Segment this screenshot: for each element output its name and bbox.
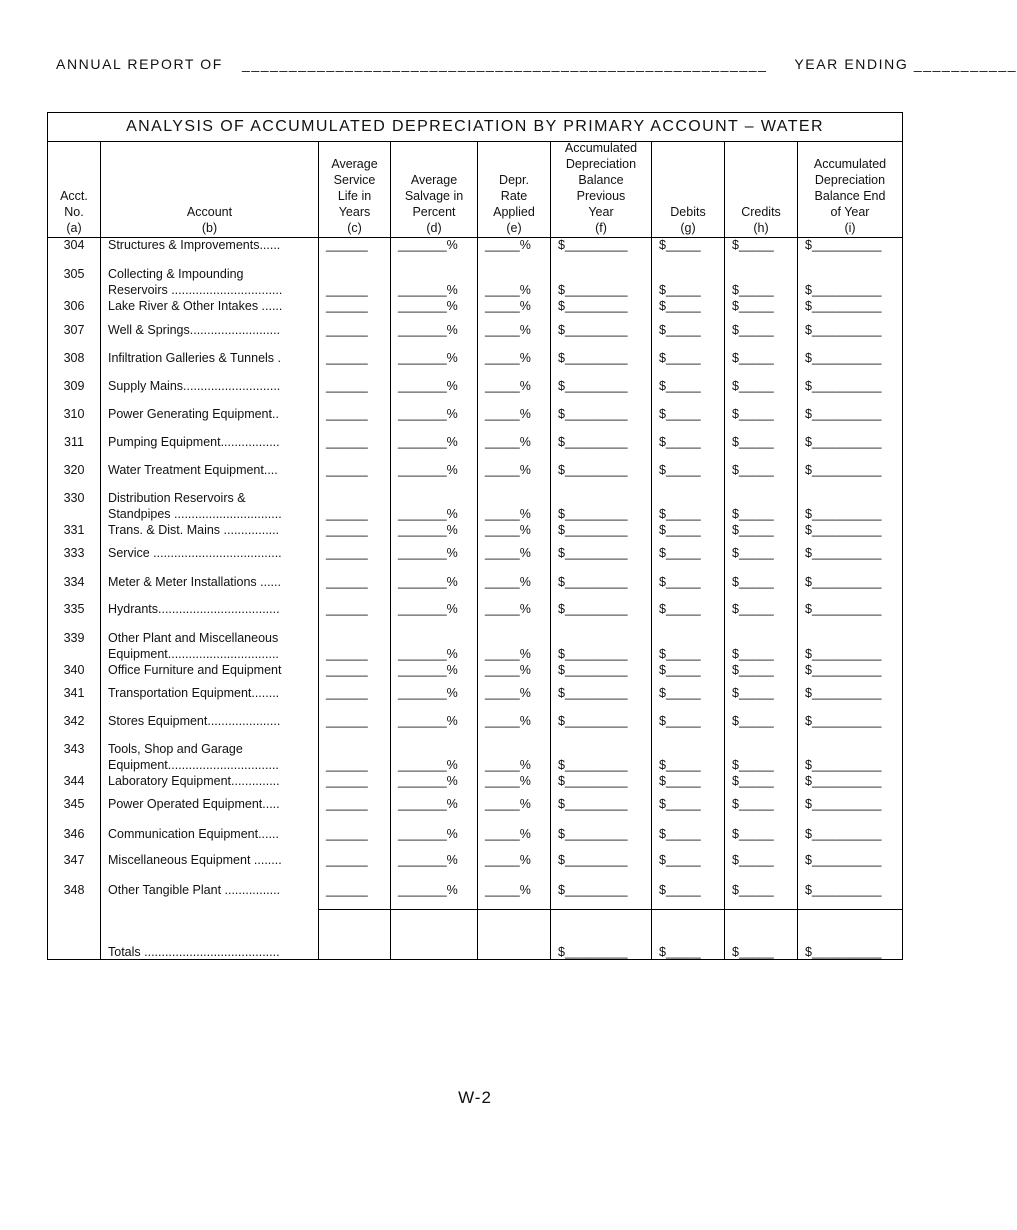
acct-no: 305 — [63, 267, 85, 281]
balance-previous-field[interactable]: $_________ — [558, 238, 628, 252]
balance-previous-field[interactable]: $_________ — [558, 774, 628, 788]
service-life-field[interactable]: ______ — [326, 379, 368, 393]
account-name-line1: Tools, Shop and Garage — [108, 742, 243, 756]
balance-previous-field[interactable]: $_________ — [558, 546, 628, 560]
account-name: Equipment................................ — [108, 647, 279, 661]
service-life-field[interactable]: ______ — [326, 351, 368, 365]
service-life-field[interactable]: ______ — [326, 774, 368, 788]
depr-rate-field[interactable]: _____% — [485, 714, 531, 728]
col-head-debits — [652, 141, 724, 236]
salvage-percent-field[interactable]: _______% — [398, 407, 458, 421]
depr-rate-field[interactable]: _____% — [485, 351, 531, 365]
col-head-service-life — [319, 141, 390, 236]
report-header — [56, 56, 1017, 72]
service-life-field[interactable]: ______ — [326, 602, 368, 616]
credits-field[interactable]: $_____ — [732, 407, 774, 421]
debits-field[interactable]: $_____ — [659, 283, 701, 297]
account-name: Pumping Equipment................. — [108, 435, 280, 449]
account-name: Well & Springs.......................... — [108, 323, 281, 337]
credits-field[interactable]: $_____ — [732, 507, 774, 521]
balance-previous-field[interactable]: $_________ — [558, 379, 628, 393]
totals-rule — [318, 909, 902, 910]
balance-end-field[interactable]: $__________ — [805, 758, 882, 772]
salvage-percent-field[interactable]: _______% — [398, 663, 458, 677]
balance-end-field[interactable]: $__________ — [805, 523, 882, 537]
debits-field[interactable]: $_____ — [659, 379, 701, 393]
credits-field[interactable]: $_____ — [732, 299, 774, 313]
total-debits-field[interactable]: $_____ — [659, 945, 701, 959]
account-name: Lake River & Other Intakes ...... — [108, 299, 283, 313]
service-life-field[interactable]: ______ — [326, 714, 368, 728]
col-divider — [651, 141, 652, 959]
acct-no: 331 — [63, 523, 85, 537]
depr-rate-field[interactable]: _____% — [485, 463, 531, 477]
acct-no: 310 — [63, 407, 85, 421]
col-divider — [318, 141, 319, 959]
debits-field[interactable]: $_____ — [659, 797, 701, 811]
balance-previous-field[interactable]: $_________ — [558, 663, 628, 677]
credits-field[interactable]: $_____ — [732, 238, 774, 252]
account-name-line1: Collecting & Impounding — [108, 267, 244, 281]
account-name: Stores Equipment..................... — [108, 714, 281, 728]
acct-no: 345 — [63, 797, 85, 811]
salvage-percent-field[interactable]: _______% — [398, 714, 458, 728]
totals-label: Totals ....................................... — [108, 945, 280, 959]
credits-field[interactable]: $_____ — [732, 575, 774, 589]
service-life-field[interactable]: ______ — [326, 407, 368, 421]
credits-field[interactable]: $_____ — [732, 435, 774, 449]
depreciation-table — [47, 112, 903, 960]
credits-field[interactable]: $_____ — [732, 379, 774, 393]
company-name-field[interactable]: ________________________________________________________ — [241, 56, 768, 72]
balance-end-field[interactable]: $__________ — [805, 435, 882, 449]
col-divider — [724, 141, 725, 959]
acct-no: 348 — [63, 883, 85, 897]
total-balance-end-field[interactable]: $__________ — [805, 945, 882, 959]
balance-end-field[interactable]: $__________ — [805, 797, 882, 811]
account-name: Laboratory Equipment.............. — [108, 774, 280, 788]
balance-end-field[interactable]: $__________ — [805, 507, 882, 521]
col-head-text: Average Service Life in Years (c) — [331, 157, 378, 235]
account-name: Communication Equipment...... — [108, 827, 279, 841]
annual-report-label: ANNUAL REPORT OF — [56, 56, 223, 72]
balance-previous-field[interactable]: $_________ — [558, 714, 628, 728]
col-divider — [550, 141, 551, 959]
credits-field[interactable]: $_____ — [732, 827, 774, 841]
debits-field[interactable]: $_____ — [659, 323, 701, 337]
acct-no: 347 — [63, 853, 85, 867]
balance-end-field[interactable]: $__________ — [805, 883, 882, 897]
debits-field[interactable]: $_____ — [659, 507, 701, 521]
depr-rate-field[interactable]: _____% — [485, 299, 531, 313]
balance-previous-field[interactable]: $_________ — [558, 507, 628, 521]
balance-end-field[interactable]: $__________ — [805, 774, 882, 788]
salvage-percent-field[interactable]: _______% — [398, 323, 458, 337]
salvage-percent-field[interactable]: _______% — [398, 523, 458, 537]
salvage-percent-field[interactable]: _______% — [398, 883, 458, 897]
depr-rate-field[interactable]: _____% — [485, 686, 531, 700]
credits-field[interactable]: $_____ — [732, 463, 774, 477]
debits-field[interactable]: $_____ — [659, 299, 701, 313]
acct-no: 339 — [63, 631, 85, 645]
acct-no: 320 — [63, 463, 85, 477]
debits-field[interactable]: $_____ — [659, 463, 701, 477]
salvage-percent-field[interactable]: _______% — [398, 758, 458, 772]
balance-end-field[interactable]: $__________ — [805, 827, 882, 841]
depr-rate-field[interactable]: _____% — [485, 758, 531, 772]
col-head-balance-previous — [551, 141, 651, 236]
balance-end-field[interactable]: $__________ — [805, 283, 882, 297]
depr-rate-field[interactable]: _____% — [485, 575, 531, 589]
balance-end-field[interactable]: $__________ — [805, 686, 882, 700]
year-ending-field[interactable]: ___________ — [913, 56, 1017, 72]
salvage-percent-field[interactable]: _______% — [398, 853, 458, 867]
depr-rate-field[interactable]: _____% — [485, 602, 531, 616]
debits-field[interactable]: $_____ — [659, 351, 701, 365]
depr-rate-field[interactable]: _____% — [485, 323, 531, 337]
depr-rate-field[interactable]: _____% — [485, 797, 531, 811]
balance-end-field[interactable]: $__________ — [805, 323, 882, 337]
credits-field[interactable]: $_____ — [732, 774, 774, 788]
balance-previous-field[interactable]: $_________ — [558, 435, 628, 449]
balance-end-field[interactable]: $__________ — [805, 602, 882, 616]
total-balance-previous-field[interactable]: $_________ — [558, 945, 628, 959]
salvage-percent-field[interactable]: _______% — [398, 647, 458, 661]
col-head-text: Acct. No. (a) — [60, 189, 88, 235]
depr-rate-field[interactable]: _____% — [485, 507, 531, 521]
account-name: Trans. & Dist. Mains ................ — [108, 523, 280, 537]
salvage-percent-field[interactable]: _______% — [398, 602, 458, 616]
balance-end-field[interactable]: $__________ — [805, 647, 882, 661]
table-title: ANALYSIS OF ACCUMULATED DEPRECIATION BY PRIMARY ACCOUNT – WATER — [48, 113, 902, 142]
account-name: Service ..................................... — [108, 546, 282, 560]
credits-field[interactable]: $_____ — [732, 663, 774, 677]
acct-no: 342 — [63, 714, 85, 728]
debits-field[interactable]: $_____ — [659, 647, 701, 661]
service-life-field[interactable]: ______ — [326, 523, 368, 537]
service-life-field[interactable]: ______ — [326, 883, 368, 897]
debits-field[interactable]: $_____ — [659, 546, 701, 560]
balance-end-field[interactable]: $__________ — [805, 463, 882, 477]
salvage-percent-field[interactable]: _______% — [398, 299, 458, 313]
credits-field[interactable]: $_____ — [732, 686, 774, 700]
account-name-line1: Other Plant and Miscellaneous — [108, 631, 279, 645]
balance-previous-field[interactable]: $_________ — [558, 299, 628, 313]
salvage-percent-field[interactable]: _______% — [398, 686, 458, 700]
acct-no: 311 — [64, 435, 84, 449]
account-name: Meter & Meter Installations ...... — [108, 575, 281, 589]
service-life-field[interactable]: ______ — [326, 238, 368, 252]
salvage-percent-field[interactable]: _______% — [398, 351, 458, 365]
account-name: Infiltration Galleries & Tunnels . — [108, 351, 281, 365]
account-name: Reservoirs ................................ — [108, 283, 283, 297]
credits-field[interactable]: $_____ — [732, 351, 774, 365]
account-name: Equipment................................ — [108, 758, 279, 772]
col-divider — [390, 141, 391, 959]
account-name: Office Furniture and Equipment — [108, 663, 282, 677]
debits-field[interactable]: $_____ — [659, 827, 701, 841]
balance-previous-field[interactable]: $_________ — [558, 883, 628, 897]
balance-end-field[interactable]: $__________ — [805, 853, 882, 867]
col-divider — [797, 141, 798, 959]
credits-field[interactable]: $_____ — [732, 758, 774, 772]
year-ending-label: YEAR ENDING — [794, 56, 909, 72]
credits-field[interactable]: $_____ — [732, 323, 774, 337]
depr-rate-field[interactable]: _____% — [485, 435, 531, 449]
balance-end-field[interactable]: $__________ — [805, 238, 882, 252]
debits-field[interactable]: $_____ — [659, 663, 701, 677]
account-name-line1: Distribution Reservoirs & — [108, 491, 246, 505]
account-name: Transportation Equipment........ — [108, 686, 280, 700]
service-life-field[interactable]: ______ — [326, 686, 368, 700]
balance-previous-field[interactable]: $_________ — [558, 351, 628, 365]
account-name: Structures & Improvements...... — [108, 238, 281, 252]
col-divider — [100, 141, 101, 959]
balance-end-field[interactable]: $__________ — [805, 379, 882, 393]
account-name: Supply Mains............................ — [108, 379, 281, 393]
depr-rate-field[interactable]: _____% — [485, 283, 531, 297]
balance-previous-field[interactable]: $_________ — [558, 463, 628, 477]
debits-field[interactable]: $_____ — [659, 523, 701, 537]
salvage-percent-field[interactable]: _______% — [398, 797, 458, 811]
service-life-field[interactable]: ______ — [326, 797, 368, 811]
debits-field[interactable]: $_____ — [659, 758, 701, 772]
col-head-text: Accumulated Depreciation Balance End of Year (i) — [813, 157, 887, 235]
service-life-field[interactable]: ______ — [326, 283, 368, 297]
col-head-text: Average Salvage in Percent (d) — [404, 173, 464, 235]
balance-previous-field[interactable]: $_________ — [558, 575, 628, 589]
balance-previous-field[interactable]: $_________ — [558, 647, 628, 661]
balance-previous-field[interactable]: $_________ — [558, 827, 628, 841]
debits-field[interactable]: $_____ — [659, 435, 701, 449]
depr-rate-field[interactable]: _____% — [485, 407, 531, 421]
depr-rate-field[interactable]: _____% — [485, 883, 531, 897]
col-head-text: Debits (g) — [670, 205, 706, 235]
depr-rate-field[interactable]: _____% — [485, 774, 531, 788]
credits-field[interactable]: $_____ — [732, 647, 774, 661]
balance-previous-field[interactable]: $_________ — [558, 853, 628, 867]
depr-rate-field[interactable]: _____% — [485, 827, 531, 841]
debits-field[interactable]: $_____ — [659, 714, 701, 728]
debits-field[interactable]: $_____ — [659, 575, 701, 589]
salvage-percent-field[interactable]: _______% — [398, 507, 458, 521]
balance-previous-field[interactable]: $_________ — [558, 323, 628, 337]
col-head-salvage — [391, 141, 477, 236]
debits-field[interactable]: $_____ — [659, 774, 701, 788]
acct-no: 330 — [63, 491, 85, 505]
debits-field[interactable]: $_____ — [659, 602, 701, 616]
debits-field[interactable]: $_____ — [659, 407, 701, 421]
balance-previous-field[interactable]: $_________ — [558, 686, 628, 700]
col-head-text: Accumulated Depreciation Balance Previous Year (f) — [564, 141, 638, 235]
service-life-field[interactable]: ______ — [326, 827, 368, 841]
acct-no: 346 — [63, 827, 85, 841]
balance-end-field[interactable]: $__________ — [805, 407, 882, 421]
depr-rate-field[interactable]: _____% — [485, 853, 531, 867]
acct-no: 333 — [63, 546, 85, 560]
service-life-field[interactable]: ______ — [326, 546, 368, 560]
service-life-field[interactable]: ______ — [326, 758, 368, 772]
service-life-field[interactable]: ______ — [326, 575, 368, 589]
col-head-acct-no — [48, 141, 100, 236]
salvage-percent-field[interactable]: _______% — [398, 546, 458, 560]
account-name: Power Operated Equipment..... — [108, 797, 280, 811]
balance-previous-field[interactable]: $_________ — [558, 797, 628, 811]
balance-previous-field[interactable]: $_________ — [558, 758, 628, 772]
acct-no: 306 — [63, 299, 85, 313]
credits-field[interactable]: $_____ — [732, 523, 774, 537]
salvage-percent-field[interactable]: _______% — [398, 575, 458, 589]
balance-previous-field[interactable]: $_________ — [558, 283, 628, 297]
service-life-field[interactable]: ______ — [326, 663, 368, 677]
depr-rate-field[interactable]: _____% — [485, 523, 531, 537]
credits-field[interactable]: $_____ — [732, 883, 774, 897]
salvage-percent-field[interactable]: _______% — [398, 238, 458, 252]
account-name: Power Generating Equipment.. — [108, 407, 279, 421]
balance-end-field[interactable]: $__________ — [805, 351, 882, 365]
acct-no: 334 — [63, 575, 85, 589]
salvage-percent-field[interactable]: _______% — [398, 283, 458, 297]
acct-no: 335 — [63, 602, 85, 616]
depr-rate-field[interactable]: _____% — [485, 546, 531, 560]
balance-end-field[interactable]: $__________ — [805, 663, 882, 677]
balance-previous-field[interactable]: $_________ — [558, 602, 628, 616]
col-head-text: Account (b) — [186, 205, 233, 235]
balance-previous-field[interactable]: $_________ — [558, 407, 628, 421]
col-divider — [477, 141, 478, 959]
acct-no: 304 — [63, 238, 85, 252]
total-credits-field[interactable]: $_____ — [732, 945, 774, 959]
credits-field[interactable]: $_____ — [732, 714, 774, 728]
account-name: Miscellaneous Equipment ........ — [108, 853, 282, 867]
debits-field[interactable]: $_____ — [659, 238, 701, 252]
debits-field[interactable]: $_____ — [659, 853, 701, 867]
col-head-depr-rate — [478, 141, 550, 236]
service-life-field[interactable]: ______ — [326, 323, 368, 337]
col-head-text: Depr. Rate Applied (e) — [493, 173, 535, 235]
salvage-percent-field[interactable]: _______% — [398, 827, 458, 841]
balance-end-field[interactable]: $__________ — [805, 575, 882, 589]
depr-rate-field[interactable]: _____% — [485, 647, 531, 661]
salvage-percent-field[interactable]: _______% — [398, 774, 458, 788]
acct-no: 344 — [63, 774, 85, 788]
account-name: Other Tangible Plant ................ — [108, 883, 281, 897]
col-head-account — [101, 141, 318, 236]
credits-field[interactable]: $_____ — [732, 853, 774, 867]
balance-previous-field[interactable]: $_________ — [558, 523, 628, 537]
account-name: Standpipes ............................... — [108, 507, 282, 521]
acct-no: 308 — [63, 351, 85, 365]
service-life-field[interactable]: ______ — [326, 435, 368, 449]
credits-field[interactable]: $_____ — [732, 602, 774, 616]
depr-rate-field[interactable]: _____% — [485, 238, 531, 252]
debits-field[interactable]: $_____ — [659, 686, 701, 700]
service-life-field[interactable]: ______ — [326, 507, 368, 521]
acct-no: 343 — [63, 742, 85, 756]
debits-field[interactable]: $_____ — [659, 883, 701, 897]
service-life-field[interactable]: ______ — [326, 647, 368, 661]
col-head-balance-end — [798, 141, 902, 236]
credits-field[interactable]: $_____ — [732, 283, 774, 297]
salvage-percent-field[interactable]: _______% — [398, 379, 458, 393]
service-life-field[interactable]: ______ — [326, 299, 368, 313]
acct-no: 340 — [63, 663, 85, 677]
balance-end-field[interactable]: $__________ — [805, 714, 882, 728]
balance-end-field[interactable]: $__________ — [805, 299, 882, 313]
depr-rate-field[interactable]: _____% — [485, 379, 531, 393]
col-head-text: Credits (h) — [741, 205, 781, 235]
credits-field[interactable]: $_____ — [732, 797, 774, 811]
account-name: Water Treatment Equipment.... — [108, 463, 278, 477]
salvage-percent-field[interactable]: _______% — [398, 463, 458, 477]
page-number: W-2 — [458, 1088, 492, 1107]
acct-no: 341 — [63, 686, 85, 700]
acct-no: 309 — [63, 379, 85, 393]
depr-rate-field[interactable]: _____% — [485, 663, 531, 677]
acct-no: 307 — [63, 323, 85, 337]
credits-field[interactable]: $_____ — [732, 546, 774, 560]
col-head-credits — [725, 141, 797, 236]
salvage-percent-field[interactable]: _______% — [398, 435, 458, 449]
balance-end-field[interactable]: $__________ — [805, 546, 882, 560]
account-name: Hydrants................................... — [108, 602, 280, 616]
service-life-field[interactable]: ______ — [326, 853, 368, 867]
service-life-field[interactable]: ______ — [326, 463, 368, 477]
